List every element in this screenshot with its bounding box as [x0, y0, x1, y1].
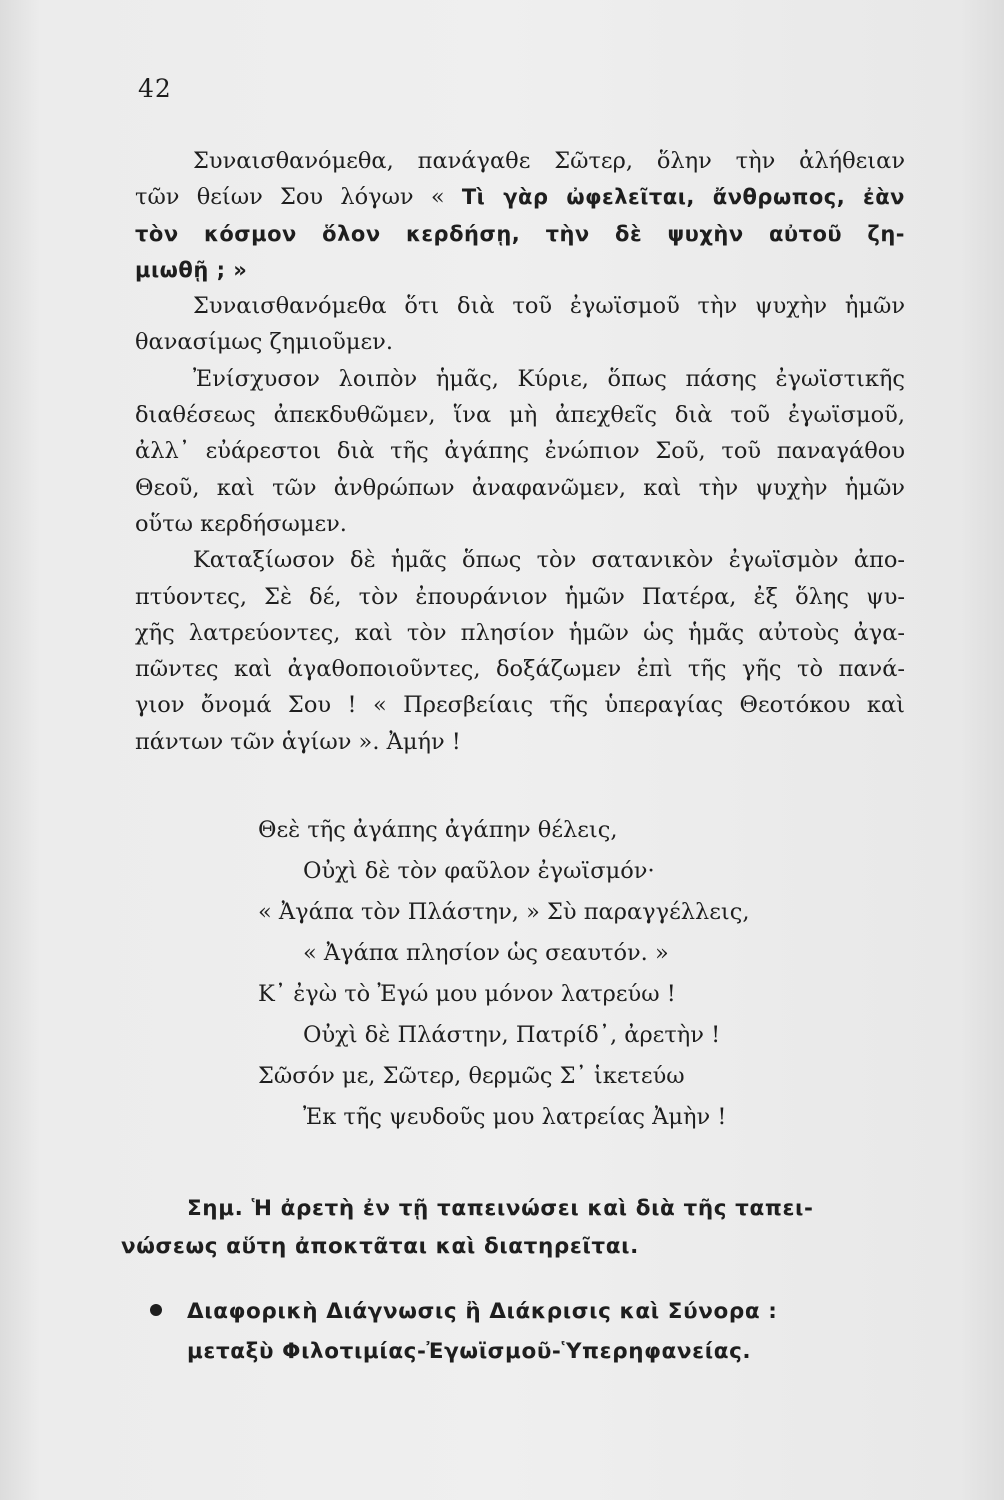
text-line: πτύοντες, Σὲ δέ, τὸν ἐπουράνιον ἡμῶν Πατέρα, ἐξ ὅλης ψυ-	[135, 583, 905, 610]
text-line-part: τῶν θείων Σου λόγων «	[135, 184, 462, 211]
heading-line: μεταξὺ Φιλοτιμίας-Ἐγωϊσμοῦ-Ὑπερηφανείας.	[187, 1339, 752, 1364]
bullet-icon	[150, 1304, 162, 1316]
prayer-text	[135, 143, 905, 760]
section-heading	[150, 1292, 910, 1372]
text-line: πάντων τῶν ἁγίων ». Ἀμήν !	[135, 728, 461, 755]
text-line: θανασίμως ζημιοῦμεν.	[135, 329, 393, 356]
footnote-line: Σημ. Ἡ ἀρετὴ ἐν τῇ ταπεινώσει καὶ διὰ τῆς ταπει-	[187, 1196, 814, 1221]
text-line: Καταξίωσον δὲ ἡμᾶς ὅπως τὸν σατανικὸν ἐγωϊσμὸν ἀπο-	[193, 547, 905, 574]
text-line: Θεοῦ, καὶ τῶν ἀνθρώπων ἀναφανῶμεν, καὶ τὴν ψυχὴν ἡμῶν	[135, 474, 905, 501]
poem-line: Οὐχὶ δὲ Πλάστην, Πατρίδ᾽, ἀρετὴν !	[303, 1022, 721, 1048]
text-line: γιον ὄνομά Σου ! « Πρεσβείαις τῆς ὑπεραγίας Θεοτόκου καὶ	[135, 692, 905, 719]
poem-line: Κ᾽ ἐγὼ τὸ Ἐγώ μου μόνον λατρεύω !	[258, 981, 676, 1007]
scripture-quote: τὸν κόσμον ὅλον κερδήσῃ, τὴν δὲ ψυχὴν αὐτοῦ ζη-	[135, 221, 905, 246]
text-line-mixed	[135, 179, 905, 215]
text-line: Συναισθανόμεθα, πανάγαθε Σῶτερ, ὅλην τὴν ἀλήθειαν	[193, 148, 905, 174]
poem-line: Οὐχὶ δὲ τὸν φαῦλον ἐγωϊσμόν·	[303, 858, 655, 884]
paragraph-4	[135, 542, 905, 760]
footnote	[121, 1190, 907, 1266]
heading-line: Διαφορικὴ Διάγνωσις ἢ Διάκρισις καὶ Σύνορα :	[187, 1299, 778, 1324]
scripture-quote: Τὶ γὰρ ὠφελεῖται, ἄνθρωπος, ἐὰν	[461, 185, 905, 210]
text-line: Ἐνίσχυσον λοιπὸν ἡμᾶς, Κύριε, ὅπως πάσης ἐγωϊστικῆς	[193, 365, 905, 392]
paragraph-1	[135, 143, 905, 288]
text-line: διαθέσεως ἀπεκδυθῶμεν, ἵνα μὴ ἀπεχθεῖς διὰ τοῦ ἐγωϊσμοῦ,	[135, 402, 905, 429]
poem-line: « Ἀγάπα τὸν Πλάστην, » Σὺ παραγγέλλεις,	[258, 899, 750, 925]
poem-line: Θεὲ τῆς ἀγάπης ἀγάπην θέλεις,	[258, 817, 618, 843]
page-number: 42	[138, 74, 172, 103]
poem	[258, 810, 858, 1138]
text-line: Συναισθανόμεθα ὅτι διὰ τοῦ ἐγωϊσμοῦ τὴν ψυχὴν ἡμῶν	[193, 293, 905, 320]
poem-line: Ἐκ τῆς ψευδοῦς μου λατρείας Ἀμὴν !	[303, 1104, 727, 1130]
text-line: οὕτω κερδήσωμεν.	[135, 510, 347, 537]
text-line: πῶντες καὶ ἀγαθοποιοῦντες, δοξάζωμεν ἐπὶ τῆς γῆς τὸ πανά-	[135, 656, 905, 683]
paragraph-2	[135, 288, 905, 361]
paragraph-3	[135, 361, 905, 542]
poem-line: Σῶσόν με, Σῶτερ, θερμῶς Σ᾽ ἱκετεύω	[258, 1063, 685, 1089]
footnote-line: νώσεως αὕτη ἀποκτᾶται καὶ διατηρεῖται.	[121, 1234, 639, 1259]
scripture-quote: μιωθῇ ; »	[135, 257, 248, 282]
text-line: ἀλλ᾽ εὐάρεστοι διὰ τῆς ἀγάπης ἐνώπιον Σοῦ, τοῦ παναγάθου	[135, 438, 905, 465]
text-line: χῆς λατρεύοντες, καὶ τὸν πλησίον ἡμῶν ὡς ἡμᾶς αὐτοὺς ἀγα-	[135, 619, 905, 646]
poem-line: « Ἀγάπα πλησίον ὡς σεαυτόν. »	[303, 940, 669, 966]
